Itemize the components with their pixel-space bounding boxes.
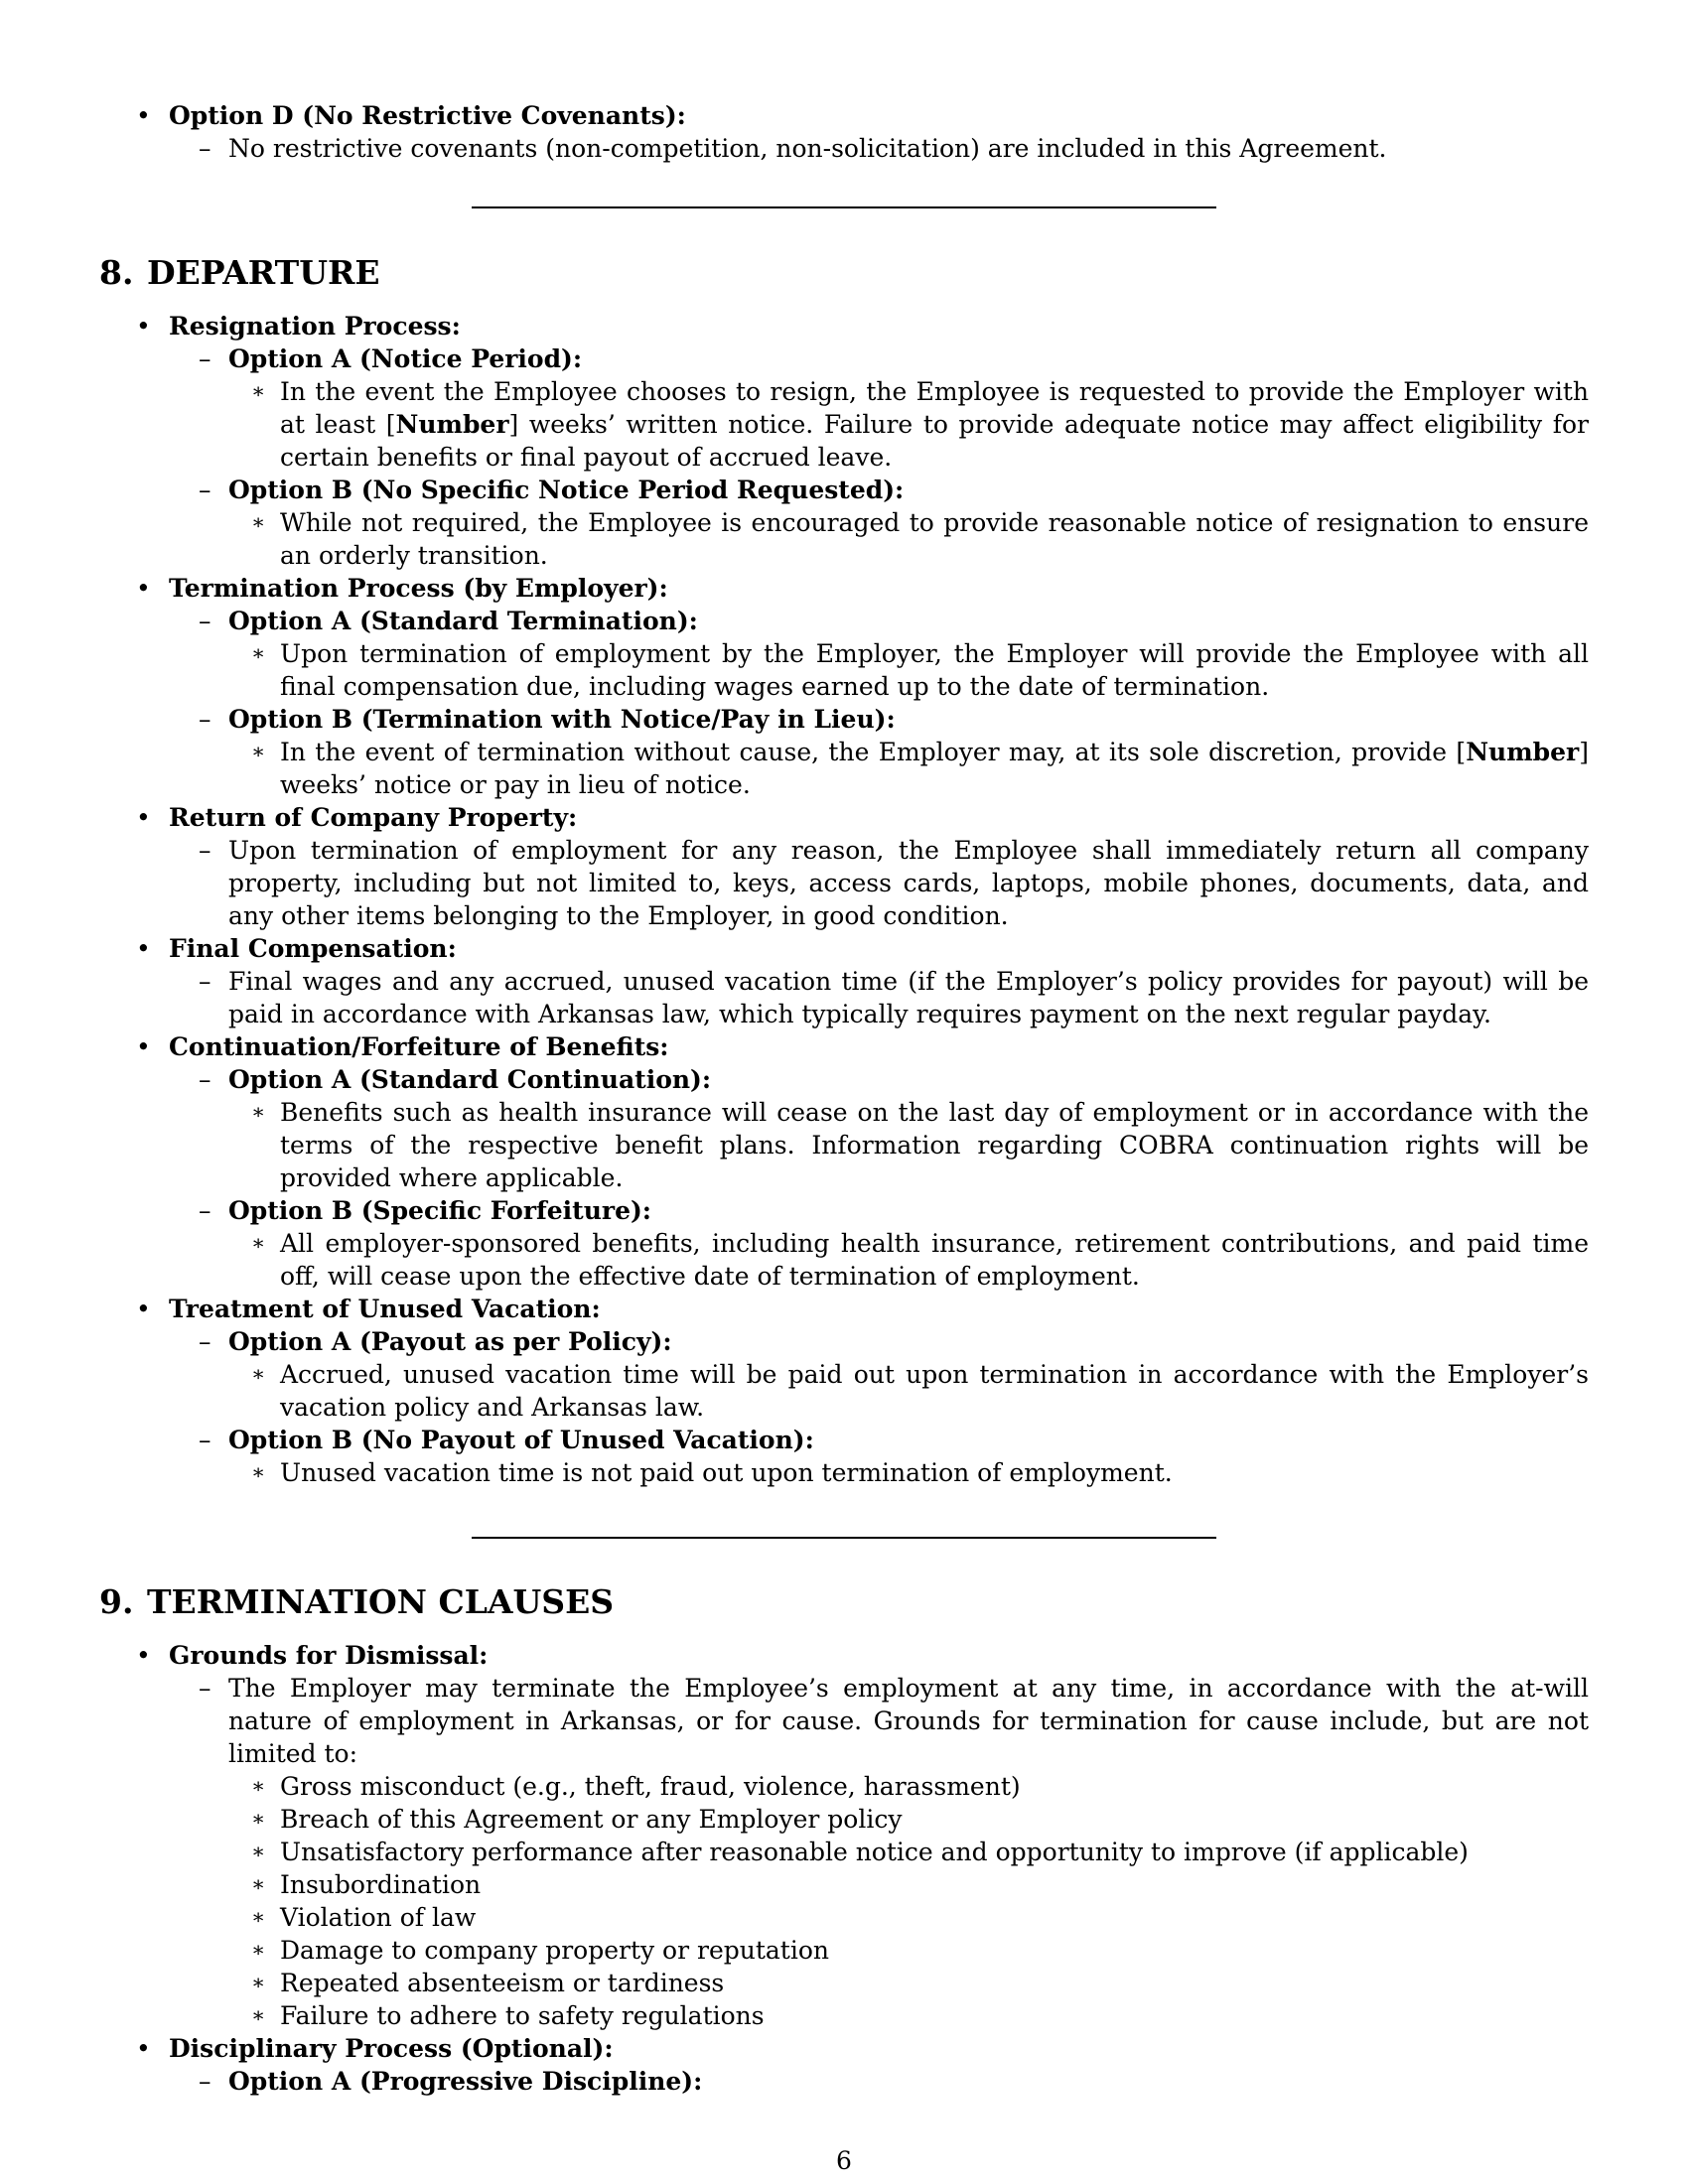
- list-item: [99, 1030, 1589, 1063]
- list-item: [99, 1770, 1589, 1803]
- property-text: Upon termination of employment for any reason, the Employee shall immediately return all company property, including but not limited to, keys, access cards, laptops, mobile phones, documents, data, and any other items belonging to the Employer, in good condition.: [228, 836, 1589, 930]
- termination-option-a-title: Option A (Standard Termination):: [228, 607, 698, 635]
- dash-marker: –: [199, 344, 211, 373]
- star-marker: ∗: [251, 510, 266, 534]
- option-d-block: [99, 99, 1589, 165]
- section-8-number: 8.: [99, 253, 134, 292]
- star-marker: ∗: [251, 1938, 266, 1962]
- star-marker: ∗: [251, 641, 266, 665]
- resignation-option-b-text: While not required, the Employee is encouraged to provide reasonable notice of resignation to ensure an orderly transition.: [280, 508, 1589, 570]
- grounds-item: Violation of law: [280, 1903, 477, 1932]
- property-title: Return of Company Property:: [169, 803, 578, 832]
- bullet-marker: •: [136, 934, 151, 963]
- dash-marker: –: [199, 967, 211, 996]
- dash-marker: –: [199, 134, 211, 163]
- bullet-marker: •: [136, 574, 151, 603]
- list-item: [99, 342, 1589, 375]
- section-divider: [472, 206, 1216, 208]
- benefits-title: Continuation/Forfeiture of Benefits:: [169, 1032, 669, 1061]
- list-item: [99, 1456, 1589, 1489]
- grounds-item: Unsatisfactory performance after reasonable notice and opportunity to improve (if applicable): [280, 1838, 1469, 1866]
- star-marker: ∗: [251, 1872, 266, 1896]
- dash-marker: –: [199, 836, 211, 865]
- list-item: [99, 1967, 1589, 1999]
- bullet-marker: •: [136, 1032, 151, 1061]
- resignation-title: Resignation Process:: [169, 312, 461, 341]
- section-8-title: DEPARTURE: [147, 253, 380, 292]
- list-item: [99, 1672, 1589, 1770]
- list-item: [99, 375, 1589, 474]
- list-item: [99, 965, 1589, 1030]
- disciplinary-title: Disciplinary Process (Optional):: [169, 2034, 614, 2063]
- placeholder-number: Number: [395, 410, 509, 439]
- bullet-marker: •: [136, 101, 151, 130]
- star-marker: ∗: [251, 1460, 266, 1484]
- list-item: [99, 1999, 1589, 2032]
- list-item: [99, 1227, 1589, 1293]
- termination-option-b-title: Option B (Termination with Notice/Pay in Lieu):: [228, 705, 896, 734]
- list-item: [99, 506, 1589, 572]
- star-marker: ∗: [251, 1905, 266, 1929]
- star-marker: ∗: [251, 1971, 266, 1994]
- placeholder-number: Number: [1466, 738, 1580, 766]
- benefits-option-a-title: Option A (Standard Continuation):: [228, 1065, 712, 1094]
- resignation-option-a-text: In the event the Employee chooses to resign, the Employee is requested to provide the Employer with at least [: [280, 377, 1589, 439]
- star-marker: ∗: [251, 1100, 266, 1124]
- list-item: [99, 1803, 1589, 1836]
- dash-marker: –: [199, 705, 211, 734]
- list-item: [99, 637, 1589, 703]
- list-item: [99, 1293, 1589, 1325]
- benefits-option-b-text: All employer-sponsored benefits, including health insurance, retirement contributions, and paid time off, will cease upon the effective date of termination of employment.: [280, 1229, 1589, 1291]
- section-8-body: [99, 310, 1589, 1489]
- list-item: [99, 310, 1589, 342]
- termination-title: Termination Process (by Employer):: [169, 574, 668, 603]
- list-item: [99, 1934, 1589, 1967]
- vacation-option-b-text: Unused vacation time is not paid out upon termination of employment.: [280, 1458, 1173, 1487]
- list-item: [99, 932, 1589, 965]
- section-9-body: [99, 1639, 1589, 2098]
- termination-option-b-text-cont: ] weeks’ notice or pay in lieu of notice.: [280, 738, 1589, 799]
- list-item: [99, 572, 1589, 605]
- benefits-option-a-text: Benefits such as health insurance will cease on the last day of employment or in accordance with the terms of the respective benefit plans. Information regarding COBRA continuation rights will be provided where applicable.: [280, 1098, 1589, 1192]
- list-item: [99, 1358, 1589, 1424]
- grounds-item: Repeated absenteeism or tardiness: [280, 1969, 725, 1997]
- benefits-option-b-title: Option B (Specific Forfeiture):: [228, 1196, 652, 1225]
- list-item: [99, 2032, 1589, 2065]
- list-item: [99, 703, 1589, 736]
- list-item: [99, 605, 1589, 637]
- dash-marker: –: [199, 1674, 211, 1703]
- dash-marker: –: [199, 1065, 211, 1094]
- section-9-heading: [99, 1582, 614, 1622]
- resignation-option-a-title: Option A (Notice Period):: [228, 344, 583, 373]
- grounds-item: Failure to adhere to safety regulations: [280, 2001, 765, 2030]
- vacation-option-a-title: Option A (Payout as per Policy):: [228, 1327, 672, 1356]
- final-comp-text: Final wages and any accrued, unused vacation time (if the Employer’s policy provides for payout) will be paid in accordance with Arkansas law, which typically requires payment on the next regular payday.: [228, 967, 1589, 1028]
- list-item: [99, 1194, 1589, 1227]
- grounds-item: Insubordination: [280, 1870, 482, 1899]
- page-number: 6: [836, 2146, 852, 2175]
- grounds-item: Gross misconduct (e.g., theft, fraud, violence, harassment): [280, 1772, 1021, 1801]
- termination-option-a-text: Upon termination of employment by the Employer, the Employer will provide the Employee with all final compensation due, including wages earned up to the date of termination.: [280, 639, 1589, 701]
- option-d-text: No restrictive covenants (non-competition, non-solicitation) are included in this Agreement.: [228, 134, 1387, 163]
- list-item: [99, 1639, 1589, 1672]
- grounds-item: Damage to company property or reputation: [280, 1936, 830, 1965]
- dash-marker: –: [199, 607, 211, 635]
- termination-option-b-text: In the event of termination without cause, the Employer may, at its sole discretion, provide [: [280, 738, 1467, 766]
- resignation-option-a-text-cont: ] weeks’ written notice. Failure to provide adequate notice may affect eligibility for certain benefits or final payout of accrued leave.: [280, 410, 1589, 472]
- dash-marker: –: [199, 1196, 211, 1225]
- section-8-heading: [99, 253, 380, 293]
- section-divider: [472, 1537, 1216, 1539]
- grounds-item: Breach of this Agreement or any Employer policy: [280, 1805, 903, 1834]
- grounds-title: Grounds for Dismissal:: [169, 1641, 489, 1670]
- dash-marker: –: [199, 476, 211, 504]
- dash-marker: –: [199, 1426, 211, 1454]
- star-marker: ∗: [251, 1231, 266, 1255]
- list-item: [99, 834, 1589, 932]
- star-marker: ∗: [251, 1362, 266, 1386]
- star-marker: ∗: [251, 1807, 266, 1831]
- disciplinary-option-a-title: Option A (Progressive Discipline):: [228, 2067, 703, 2096]
- star-marker: ∗: [251, 1774, 266, 1798]
- list-item: [99, 99, 1589, 165]
- list-item: [99, 1868, 1589, 1901]
- dash-marker: –: [199, 1327, 211, 1356]
- list-item: [99, 1424, 1589, 1456]
- bullet-marker: •: [136, 2034, 151, 2063]
- list-item: [99, 1901, 1589, 1934]
- list-item: [99, 1063, 1589, 1096]
- list-item: [99, 1096, 1589, 1194]
- list-item: [99, 801, 1589, 834]
- star-marker: ∗: [251, 740, 266, 763]
- vacation-option-a-text: Accrued, unused vacation time will be paid out upon termination in accordance with the Employer’s vacation policy and Arkansas law.: [280, 1360, 1589, 1422]
- bullet-marker: •: [136, 1641, 151, 1670]
- list-item: [99, 474, 1589, 506]
- final-comp-title: Final Compensation:: [169, 934, 457, 963]
- bullet-marker: •: [136, 1295, 151, 1323]
- vacation-title: Treatment of Unused Vacation:: [169, 1295, 601, 1323]
- star-marker: ∗: [251, 1840, 266, 1863]
- resignation-option-b-title: Option B (No Specific Notice Period Requested):: [228, 476, 905, 504]
- star-marker: ∗: [251, 379, 266, 403]
- list-item: [99, 1836, 1589, 1868]
- list-item: [99, 736, 1589, 801]
- list-item: [99, 2065, 1589, 2098]
- dash-marker: –: [199, 2067, 211, 2096]
- section-9-number: 9.: [99, 1582, 134, 1621]
- vacation-option-b-title: Option B (No Payout of Unused Vacation):: [228, 1426, 814, 1454]
- bullet-marker: •: [136, 312, 151, 341]
- section-9-title: TERMINATION CLAUSES: [147, 1582, 615, 1621]
- list-item: [99, 132, 1589, 165]
- list-item: [99, 1325, 1589, 1358]
- star-marker: ∗: [251, 2003, 266, 2027]
- option-d-title: Option D (No Restrictive Covenants):: [169, 101, 686, 130]
- grounds-text: The Employer may terminate the Employee’s employment at any time, in accordance with the at-will nature of employment in Arkansas, or for cause. Grounds for termination for cause include, but are not limited to:: [228, 1674, 1589, 1768]
- bullet-marker: •: [136, 803, 151, 832]
